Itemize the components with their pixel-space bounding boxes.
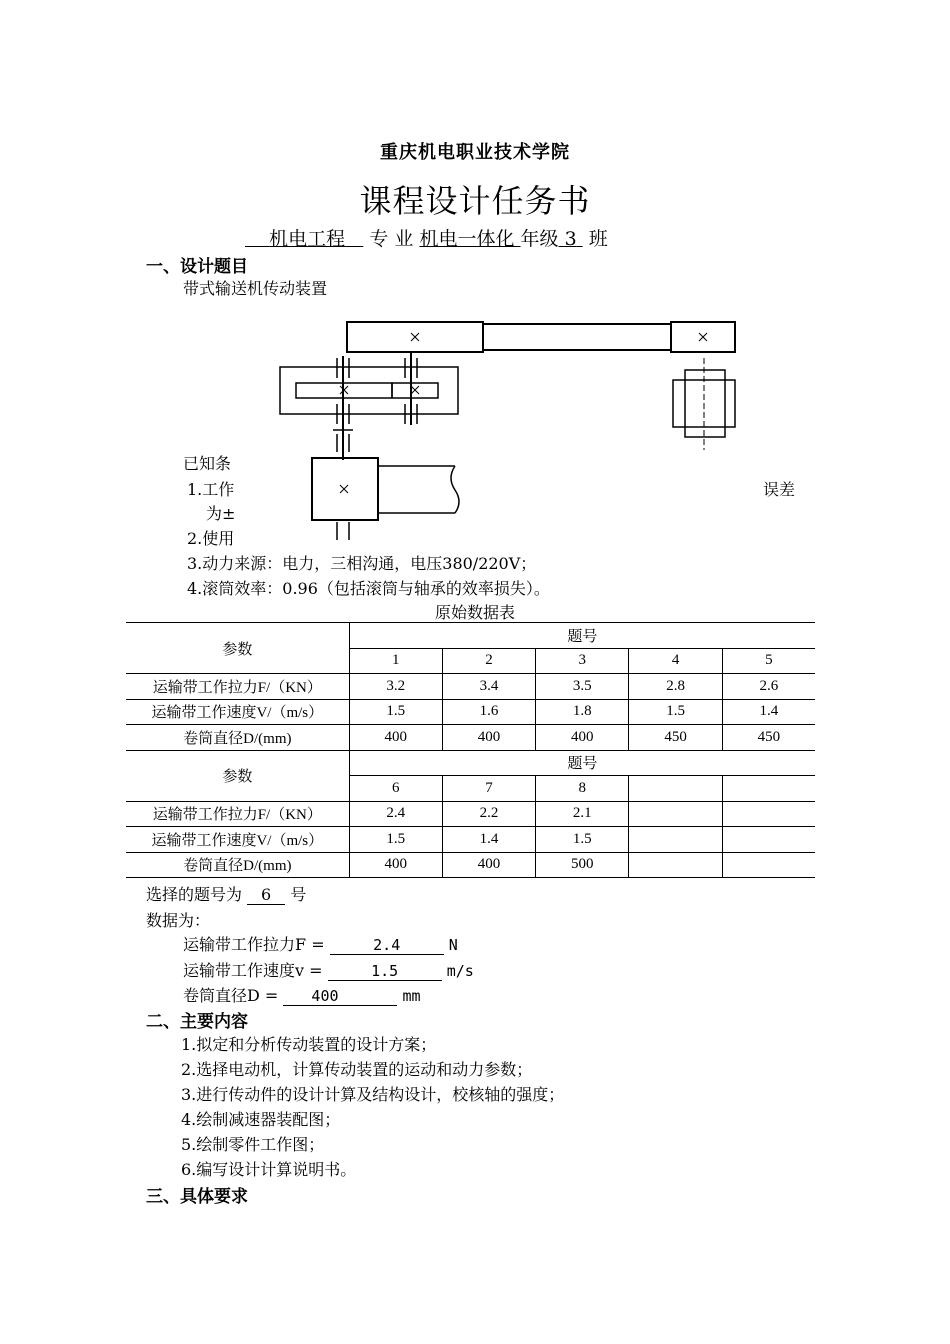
table-cell: 450 <box>722 725 815 751</box>
table-row <box>126 725 815 751</box>
problem-number: 4 <box>629 648 722 674</box>
content-item: 4.绘制减速器装配图； <box>181 1110 341 1129</box>
table-cell: 3.4 <box>442 674 535 700</box>
design-topic: 带式输送机传动装置 <box>183 279 328 298</box>
grade: 3 <box>564 228 577 250</box>
problem-number <box>722 776 815 802</box>
content-item: 2.选择电动机，计算传动装置的运动和动力参数； <box>181 1060 533 1079</box>
table-row <box>126 801 815 827</box>
condition-1a: 1.工作 <box>187 480 235 499</box>
table-cell <box>722 852 815 878</box>
condition-2: 2.使用 <box>187 529 235 548</box>
diameter-value: 400 <box>283 987 397 1006</box>
table-cell <box>629 801 722 827</box>
table-cell: 1.5 <box>536 827 629 853</box>
content-item: 5.绘制零件工作图； <box>181 1135 325 1154</box>
table-cell: 400 <box>349 725 442 751</box>
table-row <box>126 827 815 853</box>
class-label: 班 <box>588 228 608 250</box>
table-cell <box>629 827 722 853</box>
table-cell: 3.5 <box>536 674 629 700</box>
table-cell: 2.2 <box>442 801 535 827</box>
table-cell: 500 <box>536 852 629 878</box>
diameter-line: 卷筒直径D = 400 mm <box>183 986 421 1005</box>
param-header: 参数 <box>126 623 349 674</box>
row-label: 运输带工作拉力F/（KN） <box>126 674 349 700</box>
table-cell: 2.4 <box>349 801 442 827</box>
number-header: 题号 <box>349 623 815 649</box>
row-label: 运输带工作速度V/（m/s） <box>126 827 349 853</box>
problem-number <box>629 776 722 802</box>
content-item: 3.进行传动件的设计计算及结构设计，校核轴的强度； <box>181 1085 565 1104</box>
table-row <box>126 699 815 725</box>
table-cell: 1.5 <box>349 699 442 725</box>
table-cell: 2.6 <box>722 674 815 700</box>
department: 机电工程 <box>269 228 346 250</box>
condition-3: 3.动力来源：电力，三相沟通，电压380/220V； <box>187 554 537 573</box>
table-row <box>126 852 815 878</box>
table-row <box>126 674 815 700</box>
table-cell: 1.6 <box>442 699 535 725</box>
condition-1c: 为± <box>206 504 236 523</box>
condition-1b: 误差 <box>763 480 796 499</box>
section2-heading: 二、主要内容 <box>146 1012 248 1032</box>
chosen-number: 6 <box>247 886 285 905</box>
table-cell: 2.8 <box>629 674 722 700</box>
table-cell: 400 <box>349 852 442 878</box>
grade-label: 年级 <box>520 228 559 250</box>
table-cell <box>722 801 815 827</box>
speed-line: 运输带工作速度v = 1.5 m/s <box>183 961 474 980</box>
condition-4: 4.滚筒效率：0.96（包括滚筒与轴承的效率损失）。 <box>187 579 550 598</box>
table-cell: 3.2 <box>349 674 442 700</box>
force-value: 2.4 <box>330 936 444 955</box>
table-cell: 1.5 <box>349 827 442 853</box>
table-cell: 1.4 <box>442 827 535 853</box>
table-cell: 2.1 <box>536 801 629 827</box>
speed-value: 1.5 <box>328 962 442 981</box>
force-line: 运输带工作拉力F = 2.4 N <box>183 935 458 954</box>
row-label: 运输带工作速度V/（m/s） <box>126 699 349 725</box>
table-cell: 400 <box>442 725 535 751</box>
problem-number: 6 <box>349 776 442 802</box>
row-label: 卷筒直径D/(mm) <box>126 852 349 878</box>
problem-number: 3 <box>536 648 629 674</box>
row-label: 运输带工作拉力F/（KN） <box>126 801 349 827</box>
document-title: 课程设计任务书 <box>359 182 591 220</box>
table-cell: 1.4 <box>722 699 815 725</box>
table-caption: 原始数据表 <box>434 603 515 622</box>
section3-heading: 三、具体要求 <box>146 1187 248 1207</box>
row-label: 卷筒直径D/(mm) <box>126 725 349 751</box>
table-row <box>126 623 815 649</box>
table-cell: 400 <box>536 725 629 751</box>
table-row <box>126 750 815 776</box>
transmission-diagram <box>0 0 950 560</box>
known-conditions-label: 已知条 <box>183 454 232 473</box>
raw-data-table <box>126 622 815 878</box>
table-cell <box>629 852 722 878</box>
problem-number: 7 <box>442 776 535 802</box>
table-cell: 400 <box>442 852 535 878</box>
table-cell: 1.8 <box>536 699 629 725</box>
problem-number: 2 <box>442 648 535 674</box>
data-label: 数据为： <box>146 911 211 930</box>
problem-number: 8 <box>536 776 629 802</box>
number-header: 题号 <box>349 750 815 776</box>
problem-number: 1 <box>349 648 442 674</box>
major: 机电一体化 <box>419 228 515 250</box>
section1-heading: 一、设计题目 <box>146 257 248 277</box>
chosen-number-line: 选择的题号为 6 号 <box>146 885 307 904</box>
content-item: 1.拟定和分析传动装置的设计方案； <box>181 1035 437 1054</box>
param-header: 参数 <box>126 750 349 801</box>
problem-number: 5 <box>722 648 815 674</box>
table-cell <box>722 827 815 853</box>
table-cell: 1.5 <box>629 699 722 725</box>
content-item: 6.编写设计计算说明书。 <box>181 1160 357 1179</box>
school-name: 重庆机电职业技术学院 <box>380 142 570 163</box>
table-cell: 450 <box>629 725 722 751</box>
major-label: 专 业 <box>369 228 414 250</box>
